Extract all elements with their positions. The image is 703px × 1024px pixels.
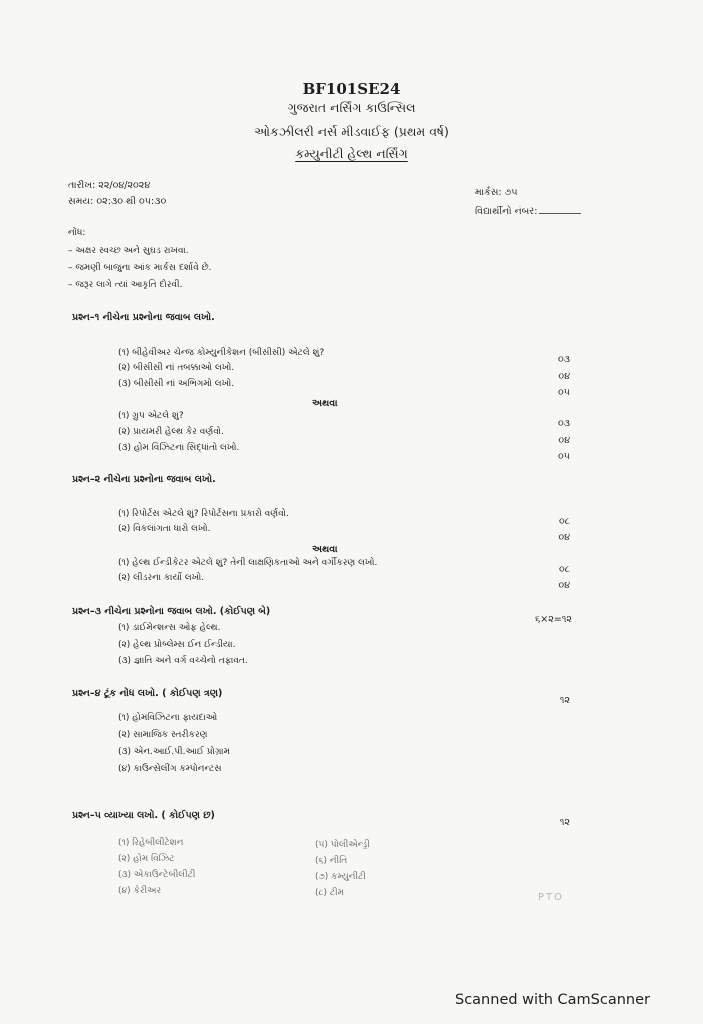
definition-item: (૬) નીતિ: [315, 856, 348, 866]
paper-code: BF101SE24: [302, 80, 401, 98]
question-item: (૧) બીહેવીઅર ચેન્જ કોમ્યુનીકેશન (બીસીસી) એટલે શું?: [118, 348, 325, 358]
definition-item: (૪) કેરીઅર: [118, 886, 162, 896]
note-item: – જરૂર લાગે ત્યાં આકૃતિ દોરવી.: [68, 280, 183, 290]
note-item: – જમણી બાજુના આંક માર્કસ દર્શાવે છે.: [68, 263, 212, 273]
marks-value: ૦૮: [559, 516, 570, 527]
or-divider: અથવા: [312, 544, 338, 555]
marks-value: ૦૩: [557, 354, 570, 365]
question-item: (૩) હોમ વિઝિટના સિદ્ધાંતો લખો.: [118, 443, 240, 453]
or-divider: અથવા: [312, 398, 338, 409]
marks-value: ૦૩: [557, 418, 570, 429]
course-name: ઓકઝીલરી નર્સ મીડવાઈફ (પ્રથમ વર્ષ): [254, 124, 449, 139]
question-item: (૨) હેલ્થ પ્રોબ્લેમ્સ ઈન ઈન્ડીયા.: [118, 640, 236, 650]
camscanner-watermark: Scanned with CamScanner: [455, 992, 651, 1008]
exam-time: સમય: ૦૨:૩૦ થી ૦૫:૩૦: [68, 196, 167, 207]
question-item: (૩) બીસીસી નાં અભિગમો લખો.: [118, 379, 235, 389]
question-item: (૨) વિકલાંગતા ધારો લખો.: [118, 524, 211, 534]
question-item: (૩) જ્ઞાતિ અને વર્ગ વચ્ચેનો તફાવત.: [118, 656, 248, 666]
marks-value: ૦૪: [558, 580, 570, 591]
student-number-blank: [539, 204, 581, 214]
marks-value: ૧૨: [559, 817, 570, 828]
question-4-title: પ્રશ્ન–૪ ટૂંક નોંધ લખો. ( કોઈપણ ત્રણ): [72, 688, 223, 699]
question-item: (૨) લીડરના કાર્યો લખો.: [118, 573, 205, 583]
student-number: [475, 204, 581, 217]
subject-name: કમ્યુનીટી હેલ્થ નર્સિંગ: [295, 146, 408, 161]
pto-mark: PTO: [538, 892, 565, 903]
marks-value: ૦૫: [558, 387, 570, 398]
question-1-title: પ્રશ્ન–૧ નીચેના પ્રશ્નોના જવાબ લખો.: [72, 312, 215, 323]
question-item: (૧) હેલ્થ ઈન્ડીકેટર એટલે શું? તેની લાક્ષણિકતાઓ અને વર્ગીકરણ લખો.: [118, 558, 378, 568]
question-item: (૨) સામાજિક સ્તરીકરણ: [118, 730, 208, 740]
question-3-title: પ્રશ્ન–૩ નીચેના પ્રશ્નોના જવાબ લખો. (કોઈપણ બે): [72, 606, 271, 617]
question-2-title: પ્રશ્ન–૨ નીચેના પ્રશ્નોના જવાબ લખો.: [72, 474, 216, 485]
definition-item: (૫) પોલીએન્ડ્રી: [315, 840, 370, 850]
marks-value: ૦૫: [558, 451, 570, 462]
total-marks: માર્કસ: ૭૫: [475, 187, 518, 198]
question-5-title: પ્રશ્ન–૫ વ્યાખ્યા લખો. ( કોઈપણ છ): [72, 810, 215, 821]
council-name: ગુજરાત નર્સિંગ કાઉન્સિલ: [287, 100, 416, 115]
marks-value: ૬×૨=૧૨: [534, 614, 572, 625]
marks-value: ૦૮: [559, 564, 570, 575]
definition-item: (૨) હોમ વિઝિટ: [118, 854, 175, 864]
definition-item: (૩) એકાઉન્ટેબીલીટી: [118, 870, 196, 880]
marks-value: ૧૨: [559, 695, 570, 706]
exam-date: તારીખ: ૨૨/૦૪/૨૦૨૪: [68, 180, 151, 191]
student-number-label: વિદ્યાર્થીનો નંબર:: [475, 206, 538, 217]
question-item: (૧) ગ્રુપ એટલે શું?: [118, 411, 184, 421]
definition-item: (૮) ટીમ: [315, 888, 344, 898]
question-item: (૧) રિપોર્ટસ એટલે શું? રિપોર્ટસના પ્રકારો વર્ણવો.: [118, 509, 289, 519]
marks-value: ૦૪: [558, 435, 570, 446]
marks-value: ૦૪: [558, 532, 570, 543]
question-item: (૧) હોમવિઝિટના ફાયદાઓ: [118, 713, 218, 723]
question-item: (૩) એન.આઈ.પી.આઈ પ્રોગ્રામ: [118, 747, 230, 757]
marks-value: ૦૪: [558, 371, 570, 382]
question-item: (૨) બીસીસી નાં તબક્કાઓ લખો.: [118, 363, 235, 373]
question-item: (૨) પ્રાયમરી હેલ્થ કેર વર્ણવો.: [118, 427, 224, 437]
definition-item: (૭) કમ્યુનીટી: [315, 872, 366, 882]
note-item: – અક્ષર સ્વચ્છ અને સુઘડ રાખવા.: [68, 246, 189, 256]
question-item: (૧) ડાઈમેન્શન્સ ઓફ હેલ્થ.: [118, 623, 221, 633]
question-item: (૪) કાઉન્સેલીંગ કમ્પોનન્ટસ: [118, 764, 222, 774]
notes-title: નોંધ:: [68, 228, 86, 238]
definition-item: (૧) રિહેબીલીટેશન: [118, 838, 184, 848]
